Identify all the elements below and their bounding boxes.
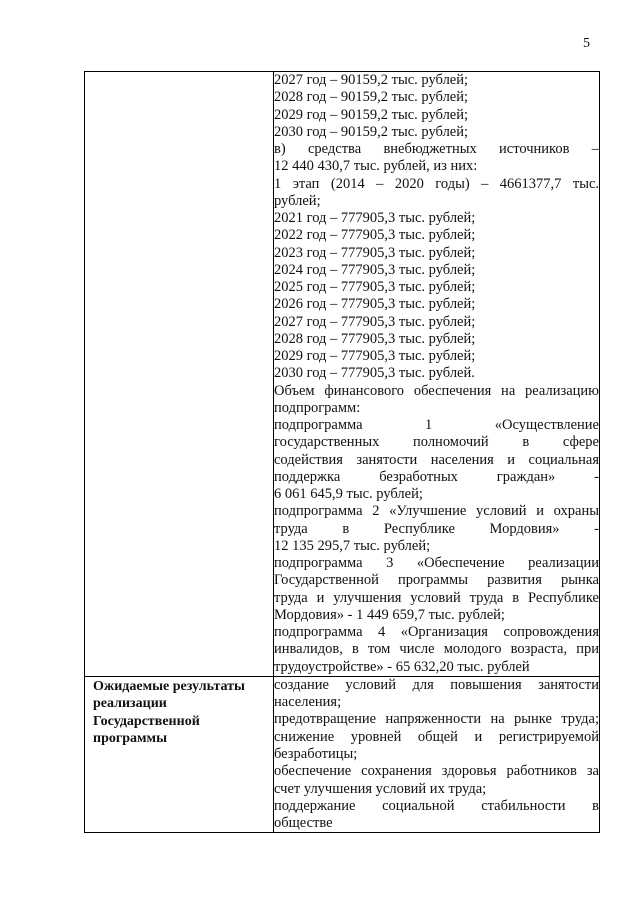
expected-results-text <box>274 677 599 833</box>
row1-left-cell <box>85 72 274 677</box>
text-line: 2025 год – 777905,3 тыс. рублей; <box>274 279 476 295</box>
text-line: снижение уровней общей и регистрируемой <box>274 728 599 745</box>
text-line: государственных полномочий в сфере <box>274 434 599 451</box>
program-passport-table <box>84 71 600 833</box>
text-line: 12 135 295,7 тыс. рублей; <box>274 537 431 554</box>
row2-right-cell <box>274 676 600 833</box>
text-line: содействия занятости населения и социальная <box>274 451 599 468</box>
text-line: 2028 год – 90159,2 тыс. рублей; <box>274 89 469 106</box>
text-line: подпрограмма 4 «Организация сопровождения <box>274 624 599 640</box>
text-line: подпрограмм: <box>274 399 361 416</box>
text-line: подпрограмма 3 «Обеспечение реализации <box>274 555 599 571</box>
text-line: поддержание социальной стабильности в <box>274 797 599 814</box>
text-line: 2023 год – 777905,3 тыс. рублей; <box>274 244 476 261</box>
row1-right-cell <box>274 72 600 677</box>
text-line: населения; <box>274 694 342 711</box>
text-line: 2030 год – 90159,2 тыс. рублей; <box>274 123 469 140</box>
label-line: Ожидаемые результаты <box>93 678 245 694</box>
text-line: инвалидов, в том числе молодого возраста, при <box>274 641 599 658</box>
text-line: 2027 год – 90159,2 тыс. рублей; <box>274 72 469 88</box>
row2-left-cell <box>85 676 274 833</box>
text-line: Мордовия» - 1 449 659,7 тыс. рублей; <box>274 606 505 623</box>
text-line: 2029 год – 90159,2 тыс. рублей; <box>274 106 469 123</box>
financing-text <box>274 72 599 676</box>
text-line: 1 этап (2014 – 2020 годы) – 4661377,7 тыс. <box>274 175 599 192</box>
text-line: поддержка безработных граждан» - <box>274 468 599 485</box>
text-line: Объем финансового обеспечения на реализацию <box>274 382 599 399</box>
text-line: обществе <box>274 815 333 832</box>
label-line: реализации <box>93 696 167 712</box>
table-row-financing <box>85 72 600 677</box>
text-line: счет улучшения условий их труда; <box>274 780 487 797</box>
label-line: программы <box>93 731 167 747</box>
text-line: подпрограмма 1 «Осуществление <box>274 417 599 433</box>
text-line: рублей; <box>274 192 321 209</box>
text-line: 2024 год – 777905,3 тыс. рублей; <box>274 261 476 278</box>
text-line: предотвращение напряженности на рынке труда; <box>274 711 599 728</box>
label-line: Государственной <box>93 713 200 729</box>
text-line: труда в Республике Мордовия» - <box>274 520 599 537</box>
table-row-expected-results <box>85 676 600 833</box>
text-line: в) средства внебюджетных источников – <box>274 141 599 157</box>
text-line: обеспечение сохранения здоровья работников за <box>274 763 599 780</box>
text-line: 2026 год – 777905,3 тыс. рублей; <box>274 296 476 313</box>
page-number: 5 <box>583 36 590 51</box>
text-line: Государственной программы развития рынка <box>274 572 599 589</box>
text-line: 2027 год – 777905,3 тыс. рублей; <box>274 313 476 330</box>
text-line: 2028 год – 777905,3 тыс. рублей; <box>274 330 476 347</box>
expected-results-label <box>85 677 273 748</box>
text-line: труда и улучшения условий труда в Республике <box>274 589 599 606</box>
text-line: трудоустройстве» - 65 632,20 тыс. рублей <box>274 658 530 675</box>
text-line: безработицы; <box>274 745 358 762</box>
text-line: создание условий для повышения занятости <box>274 676 599 693</box>
text-line: 2029 год – 777905,3 тыс. рублей; <box>274 348 476 364</box>
text-line: 2022 год – 777905,3 тыс. рублей; <box>274 227 476 244</box>
text-line: подпрограмма 2 «Улучшение условий и охраны <box>274 503 599 520</box>
text-line: 2030 год – 777905,3 тыс. рублей. <box>274 365 475 382</box>
text-line: 2021 год – 777905,3 тыс. рублей; <box>274 210 476 226</box>
text-line: 6 061 645,9 тыс. рублей; <box>274 486 423 502</box>
row1-left-label <box>85 72 273 73</box>
text-line: 12 440 430,7 тыс. рублей, из них: <box>274 158 478 175</box>
